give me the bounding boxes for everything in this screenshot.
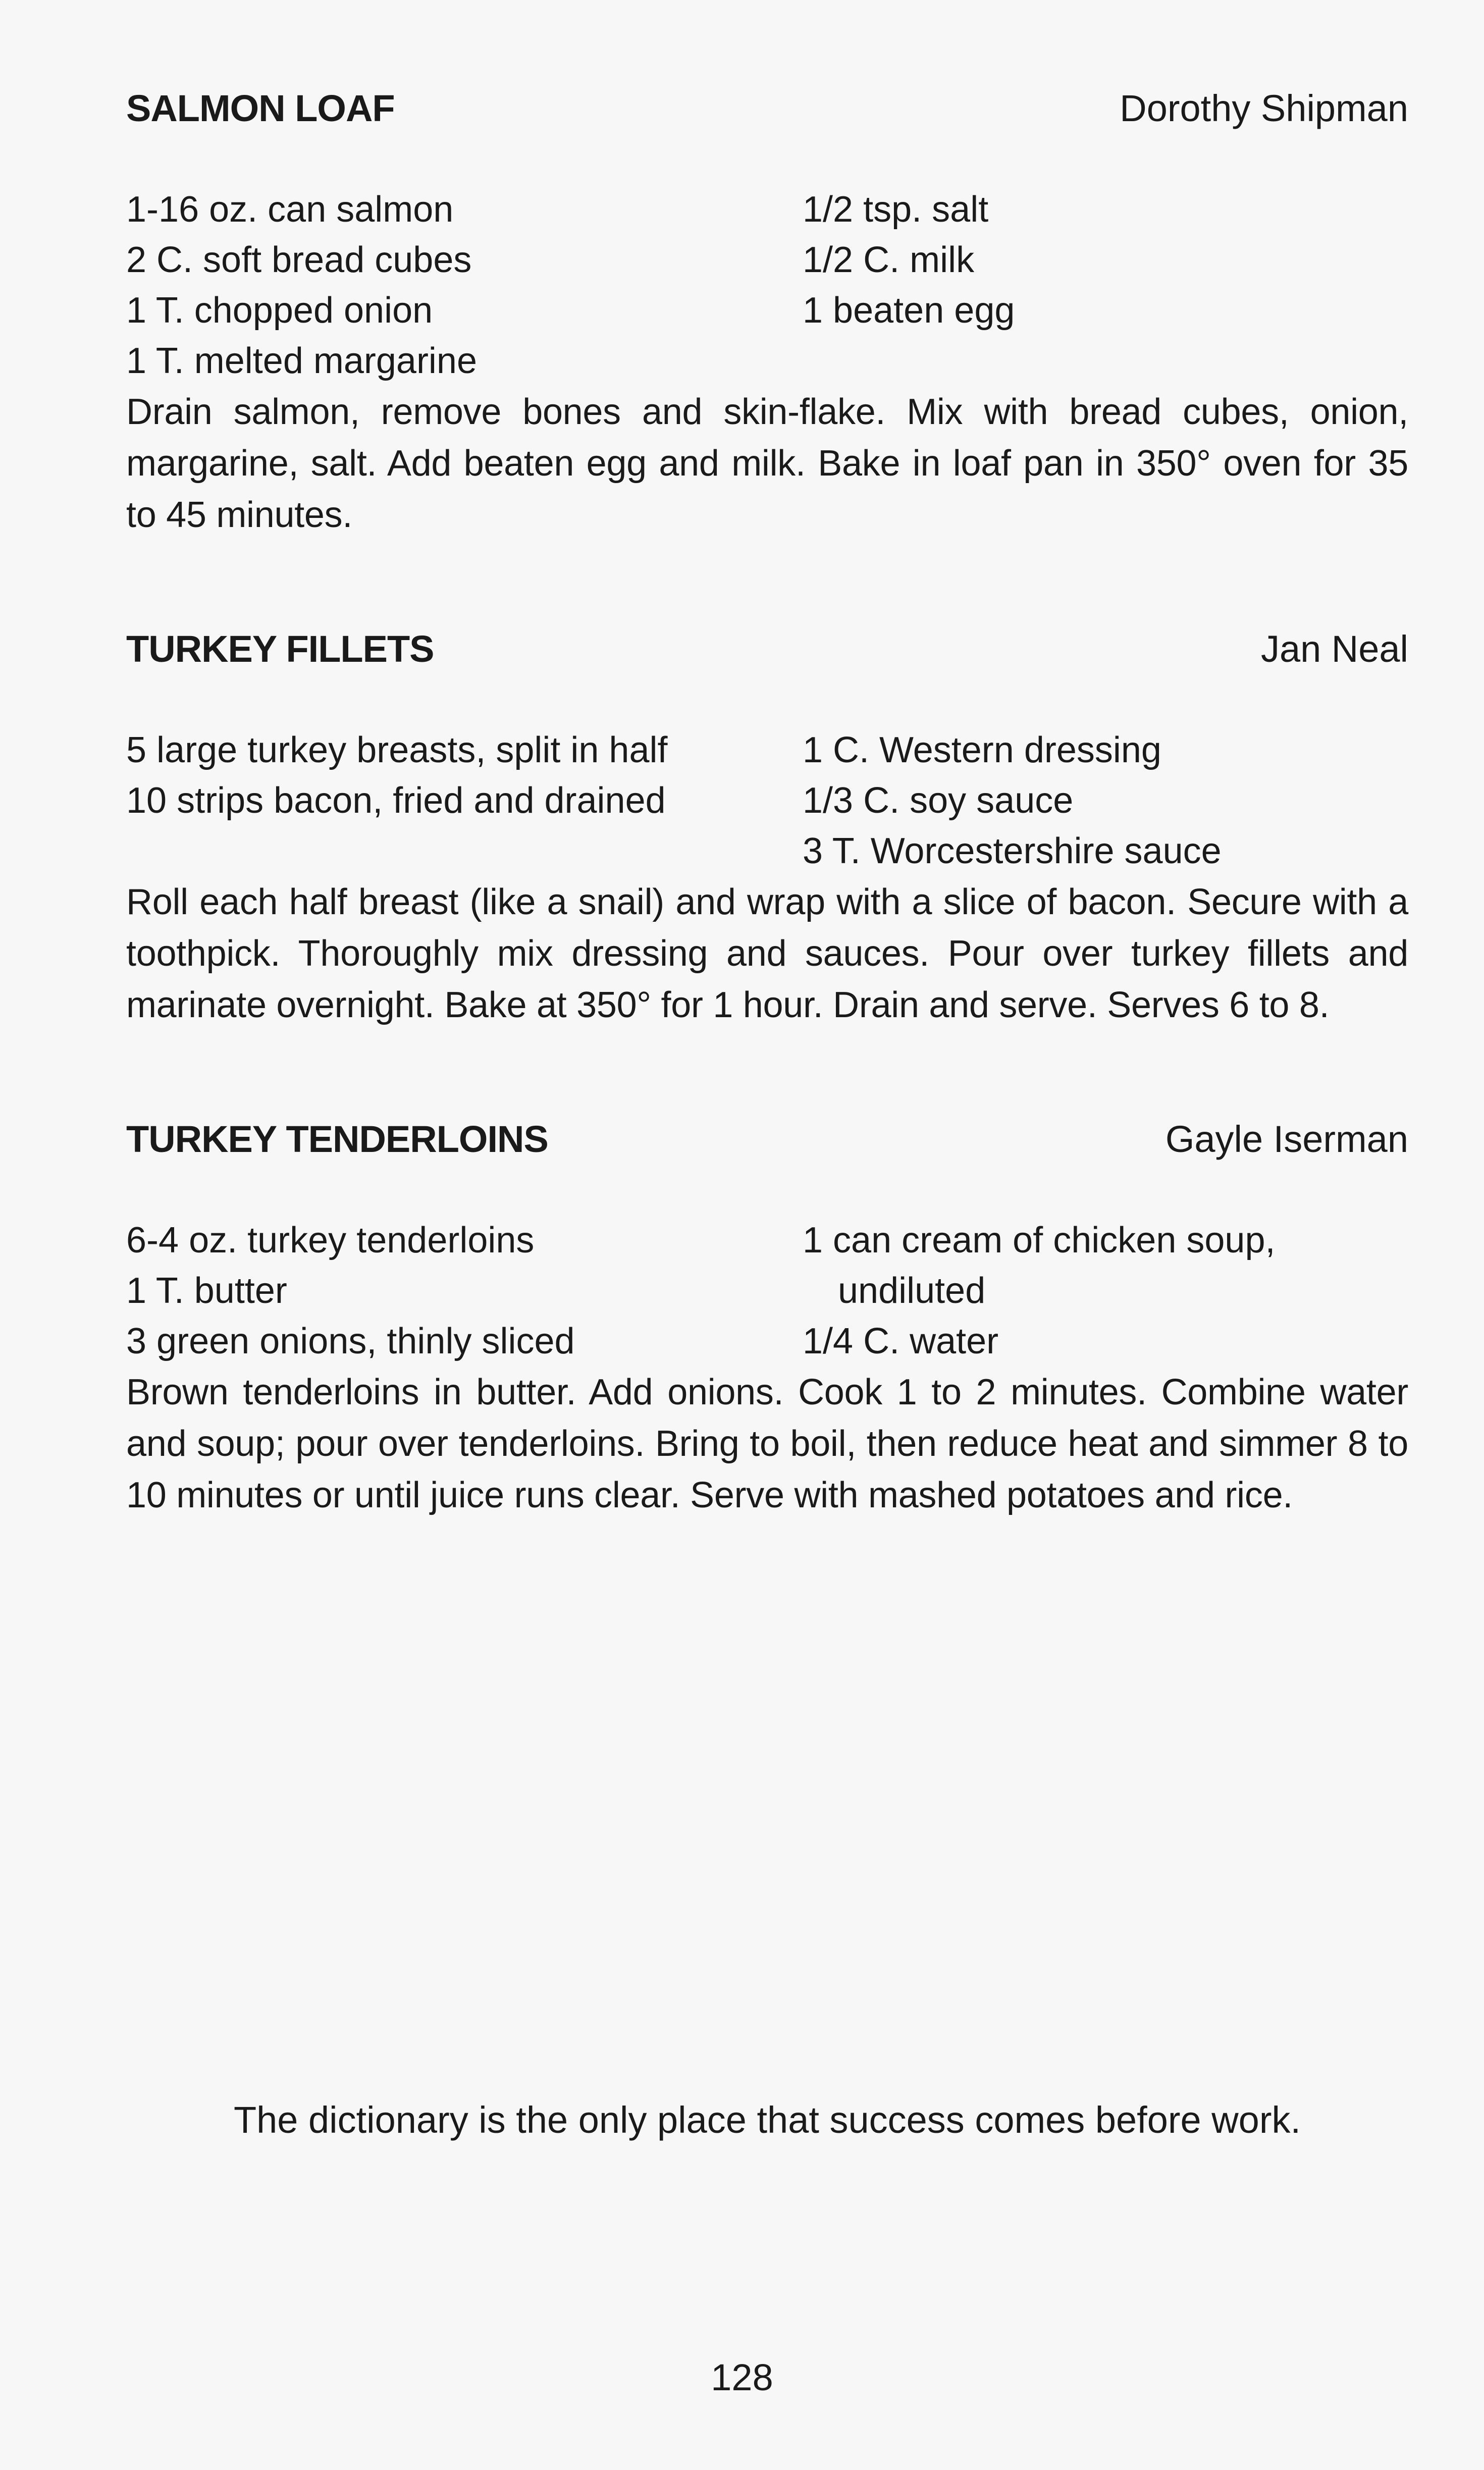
recipe-instructions: Brown tenderloins in butter. Add onions. Cook 1 to 2 minutes. Combine water and soup; pour over tenderloins. Bring to boil, then reduce heat and simmer 8 to 10 minutes or until juice runs clear. Serve with mashed potatoes and rice. <box>126 1372 1408 1515</box>
recipe-header <box>126 83 1408 134</box>
ingredient: 1/2 tsp. salt <box>803 189 989 230</box>
recipe-page <box>126 83 1408 1604</box>
ingredient: 1 beaten egg <box>803 290 1015 331</box>
recipe-title: TURKEY FILLETS <box>126 628 434 670</box>
ingredient: 3 T. Worcestershire sauce <box>803 831 1222 871</box>
ingredient-column-right <box>803 184 1408 386</box>
recipe-instructions: Roll each half breast (like a snail) and wrap with a slice of bacon. Secure with a toothpick. Thoroughly mix dressing and sauces. Pour over turkey fillets and marinate overnight. Bake at 350° for 1 hour. Drain and serve. Serves 6 to 8. <box>126 882 1408 1025</box>
ingredient-column-left <box>126 184 803 386</box>
ingredient-column-right <box>803 725 1408 876</box>
recipe-turkey-fillets <box>126 624 1408 1031</box>
recipe-header <box>126 1114 1408 1165</box>
ingredient: 2 C. soft bread cubes <box>126 240 472 280</box>
ingredient: 3 green onions, thinly sliced <box>126 1321 575 1361</box>
ingredient: 1 T. melted margarine <box>126 341 478 381</box>
recipe-author: Jan Neal <box>1260 628 1408 670</box>
ingredient: 6-4 oz. turkey tenderloins <box>126 1220 535 1260</box>
ingredient: 1/2 C. milk <box>803 240 975 280</box>
ingredient: 1/4 C. water <box>803 1321 999 1361</box>
recipe-header <box>126 624 1408 674</box>
page-number: 128 <box>711 2356 773 2398</box>
ingredient: 1 C. Western dressing <box>803 730 1161 770</box>
ingredient-column-left <box>126 725 803 876</box>
ingredient-list <box>126 184 1408 386</box>
recipe-instructions: Drain salmon, remove bones and skin-flake. Mix with bread cubes, onion, margarine, salt. Add beaten egg and milk. Bake in loaf pan in 350° oven for 35 to 45 minutes. <box>126 392 1408 535</box>
footer-quote: The dictionary is the only place that success comes before work. <box>233 2099 1301 2141</box>
recipe-author: Gayle Iserman <box>1165 1118 1408 1160</box>
recipe-author: Dorothy Shipman <box>1120 87 1408 129</box>
recipe-title: TURKEY TENDERLOINS <box>126 1118 548 1160</box>
ingredient-column-left <box>126 1215 803 1367</box>
ingredient: 1 T. chopped onion <box>126 290 433 331</box>
ingredient-column-right <box>803 1215 1408 1367</box>
ingredient: 1/3 C. soy sauce <box>803 780 1074 821</box>
recipe-title: SALMON LOAF <box>126 87 395 129</box>
ingredient: 1 can cream of chicken soup, undiluted <box>803 1220 1276 1311</box>
recipe-salmon-loaf <box>126 83 1408 541</box>
ingredient: 5 large turkey breasts, split in half <box>126 730 668 770</box>
ingredient: 10 strips bacon, fried and drained <box>126 780 666 821</box>
ingredient: 1-16 oz. can salmon <box>126 189 454 230</box>
recipe-turkey-tenderloins <box>126 1114 1408 1521</box>
ingredient-list <box>126 725 1408 876</box>
ingredient: 1 T. butter <box>126 1271 287 1311</box>
ingredient-list <box>126 1215 1408 1367</box>
